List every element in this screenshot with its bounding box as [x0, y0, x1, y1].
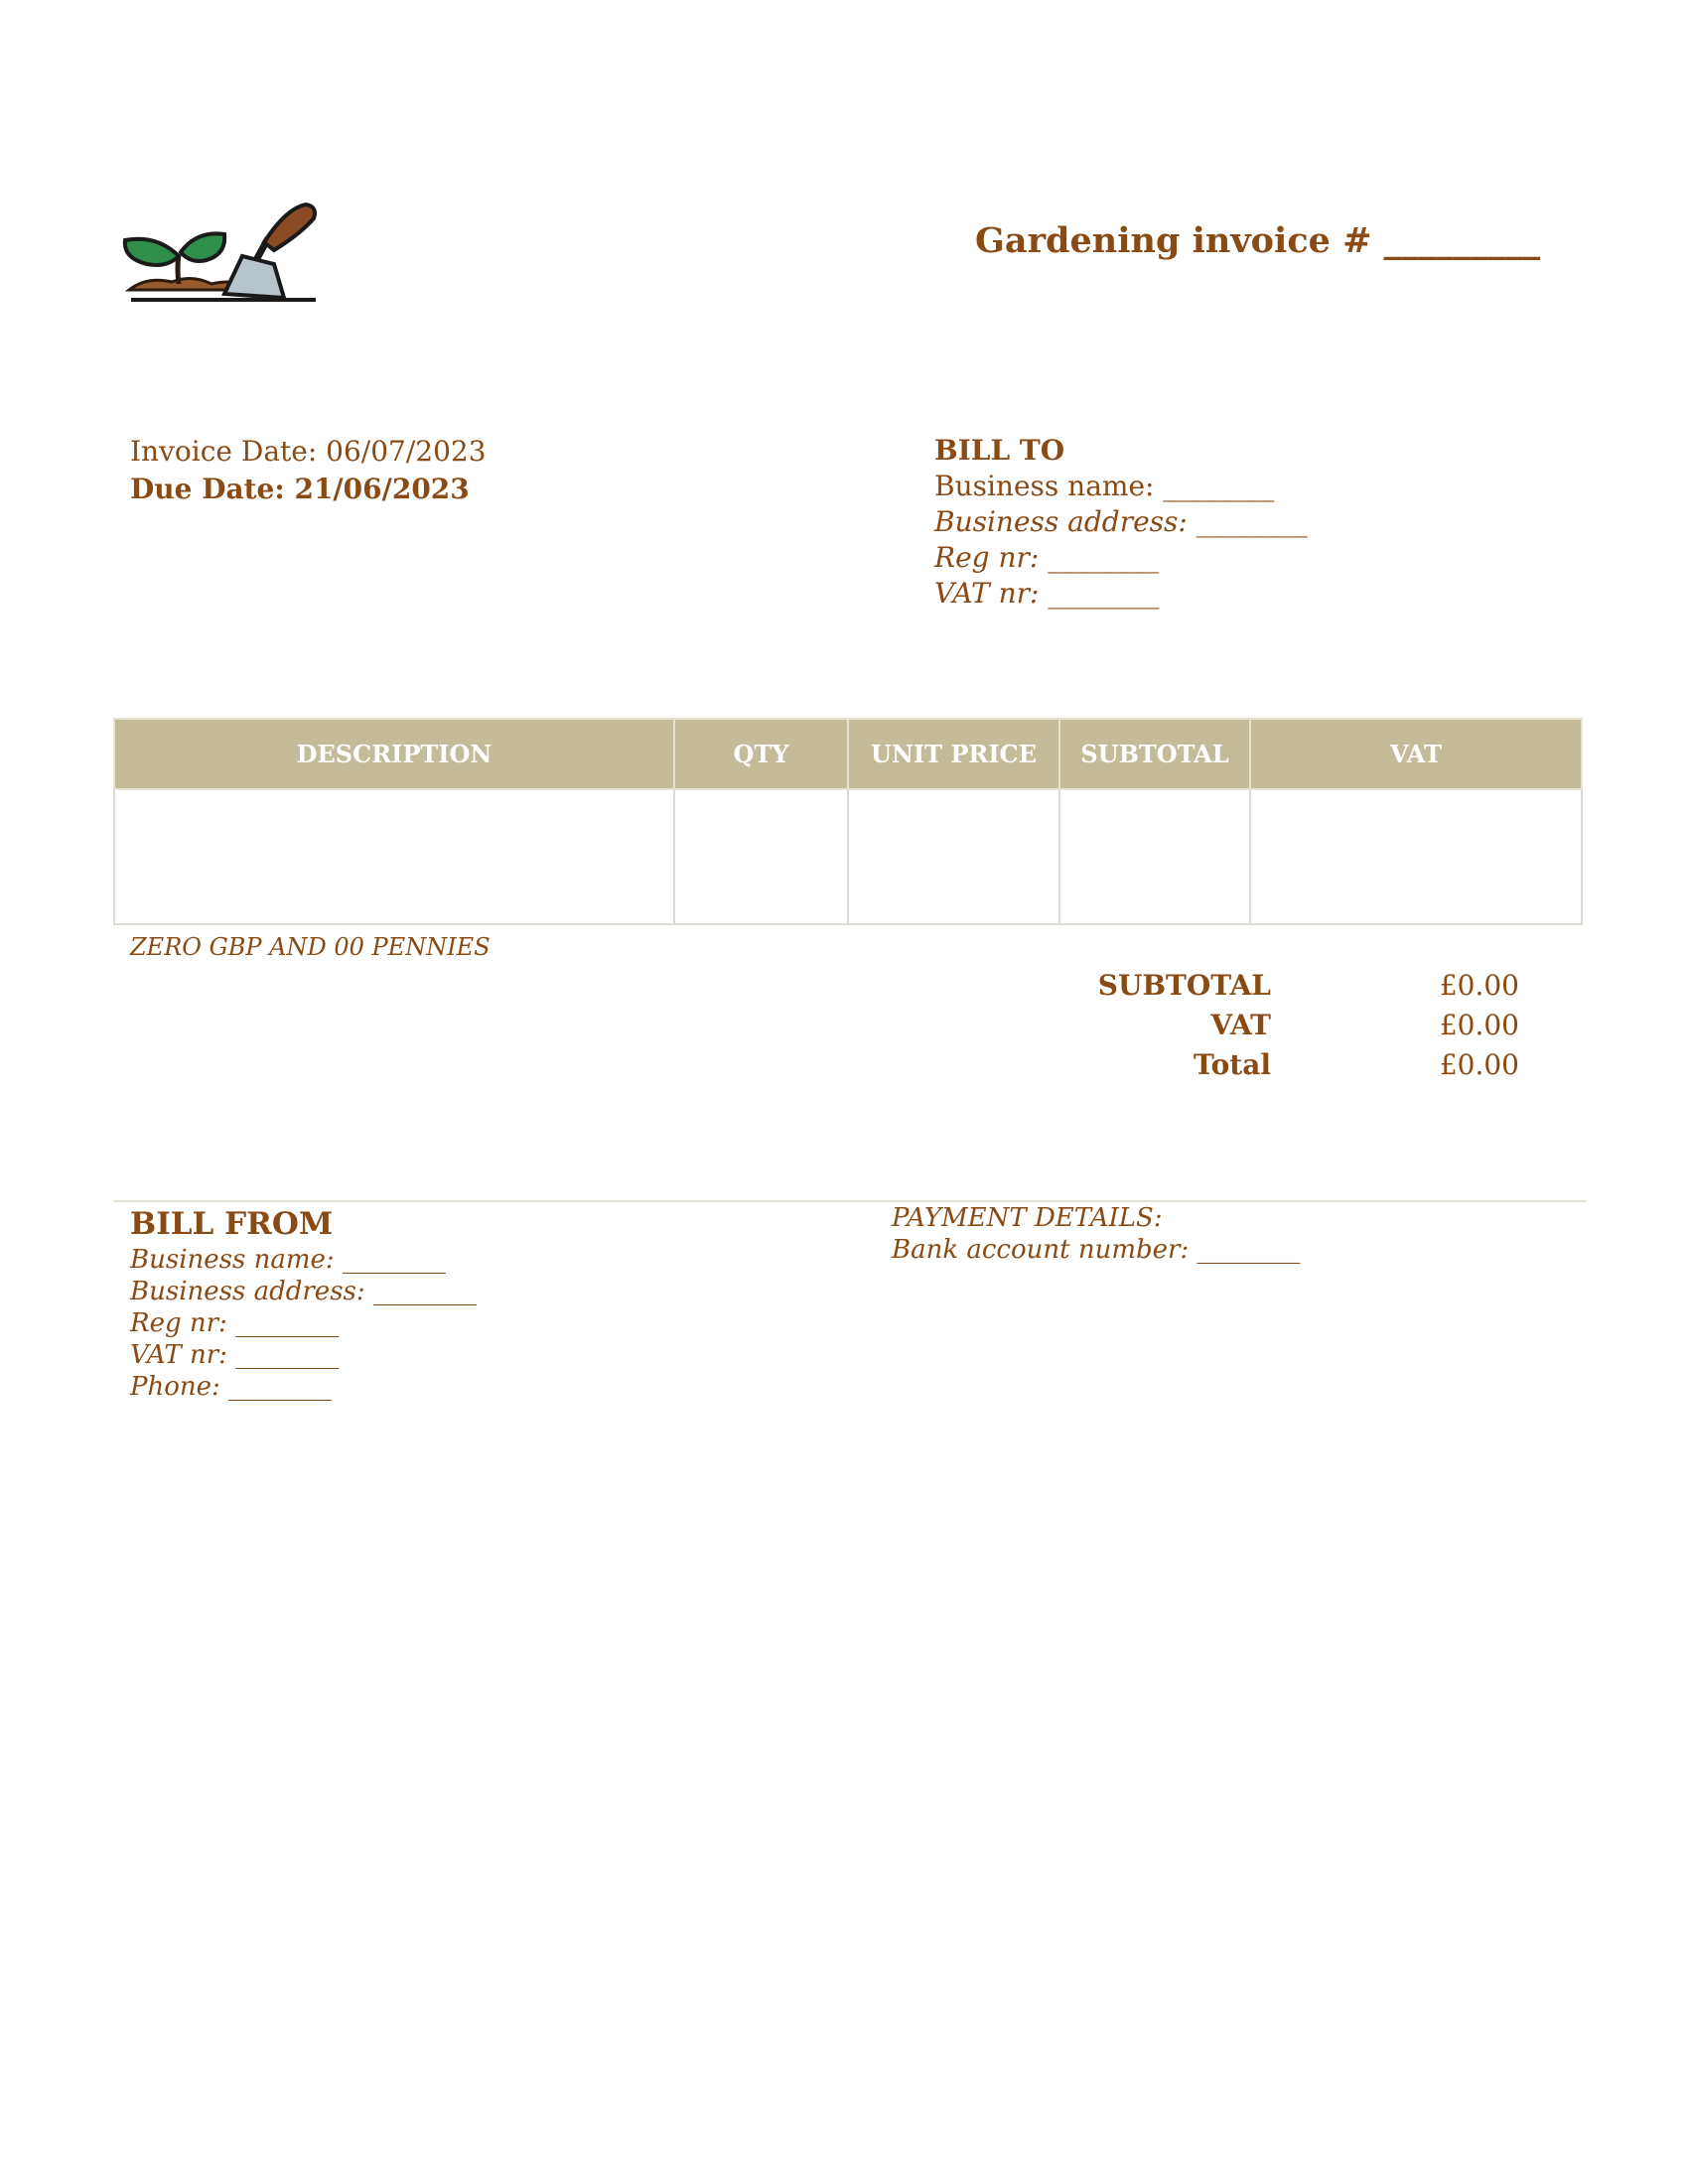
bill-to-reg-nr: Reg nr: ________ [934, 541, 1160, 574]
vat-label: VAT [1210, 1009, 1271, 1041]
amount-in-words: ZERO GBP AND 00 PENNIES [130, 933, 491, 961]
vat-value: £0.00 [1439, 1009, 1519, 1041]
column-header-subtotal: SUBTOTAL [1059, 719, 1250, 789]
dates-block [130, 433, 487, 508]
invoice-date: Invoice Date: 06/07/2023 [130, 435, 487, 468]
column-header-qty: QTY [674, 719, 848, 789]
bill-to-business-name: Business name: ________ [934, 470, 1275, 502]
subtotal-value: £0.00 [1439, 969, 1519, 1002]
total-label: Total [1193, 1048, 1271, 1081]
bill-from-business-address: Business address: ________ [130, 1277, 477, 1306]
items-table [113, 718, 1583, 925]
bill-from-heading: BILL FROM [130, 1206, 334, 1242]
bill-to-business-address: Business address: ________ [934, 505, 1308, 538]
invoice-title: Gardening invoice # _________ [975, 220, 1541, 261]
total-value: £0.00 [1439, 1048, 1519, 1081]
logo [117, 199, 326, 308]
column-header-unit-price: UNIT PRICE [848, 719, 1059, 789]
bank-account-number: Bank account number: ________ [892, 1235, 1301, 1265]
subtotal-label: SUBTOTAL [1097, 969, 1271, 1002]
bill-from-reg-nr: Reg nr: ________ [130, 1308, 340, 1338]
column-header-vat: VAT [1250, 719, 1582, 789]
bill-to-heading: BILL TO [934, 434, 1065, 467]
totals-row-subtotal [1033, 966, 1529, 1006]
table-row [114, 789, 1582, 924]
totals-row-vat [1033, 1006, 1529, 1045]
table-cell-unit-price [848, 789, 1059, 924]
bill-to-block [934, 433, 1308, 612]
totals-row-total [1033, 1045, 1529, 1085]
trowel-seedling-icon [117, 199, 326, 308]
payment-details-block [892, 1202, 1300, 1266]
totals-block [1033, 966, 1529, 1085]
bill-from-block [130, 1204, 477, 1403]
bill-to-vat-nr: VAT nr: ________ [934, 577, 1160, 610]
section-divider [113, 1200, 1587, 1202]
payment-details-heading: PAYMENT DETAILS: [892, 1203, 1163, 1233]
table-cell-subtotal [1059, 789, 1250, 924]
bill-from-business-name: Business name: ________ [130, 1245, 446, 1275]
table-cell-vat [1250, 789, 1582, 924]
table-cell-description [114, 789, 674, 924]
table-header-row [114, 719, 1582, 789]
due-date: Due Date: 21/06/2023 [130, 473, 470, 505]
bill-from-vat-nr: VAT nr: ________ [130, 1340, 340, 1370]
bill-from-phone: Phone: ________ [130, 1372, 333, 1402]
column-header-description: DESCRIPTION [114, 719, 674, 789]
table-cell-qty [674, 789, 848, 924]
